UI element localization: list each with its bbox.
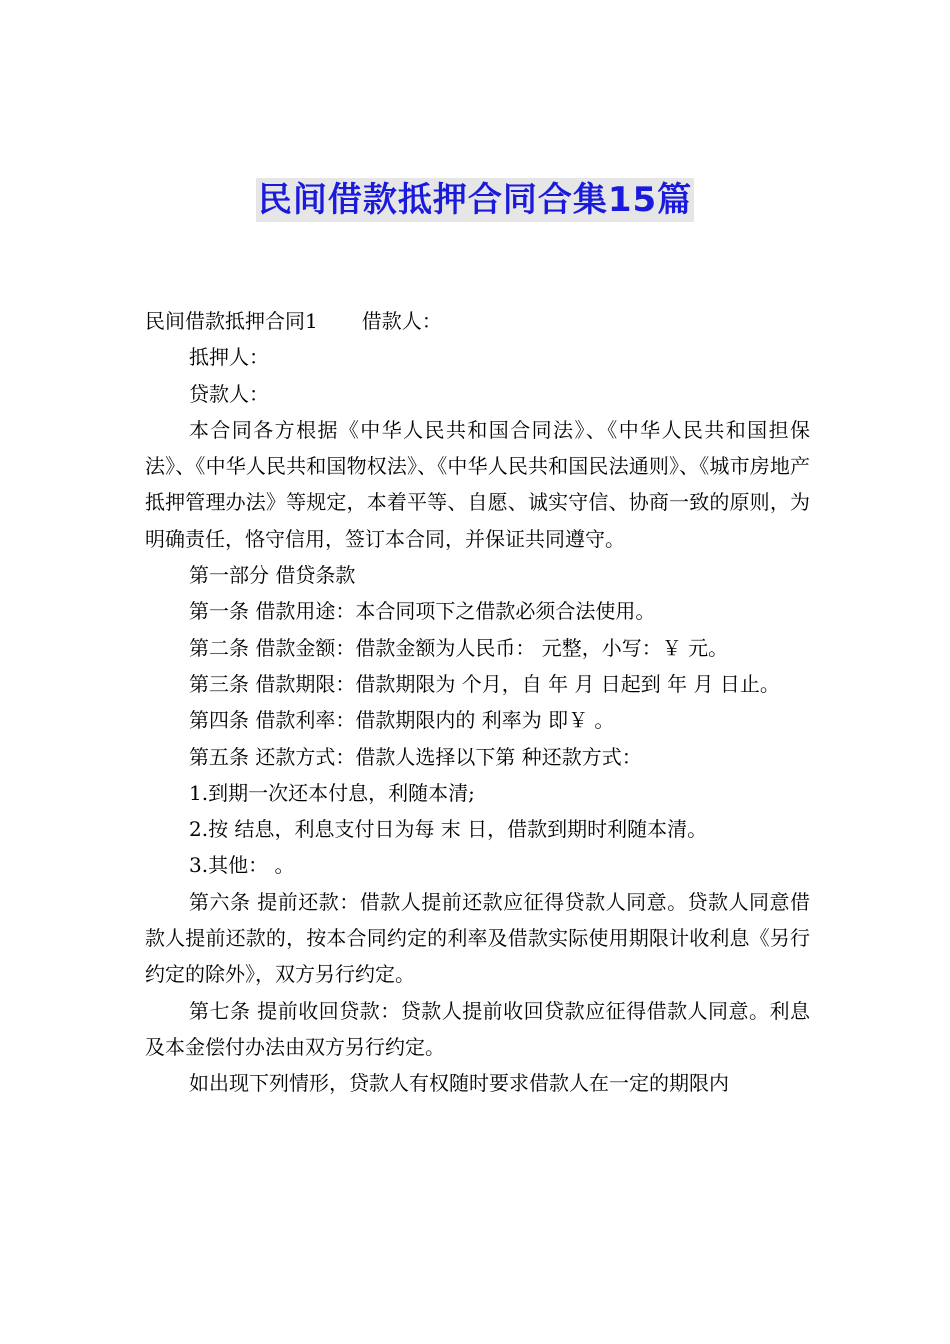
document-body — [145, 303, 810, 1102]
mortgagor-label: 抵押人： — [189, 345, 269, 370]
article-1: 第一条 借款用途：本合同项下之借款必须合法使用。 — [189, 599, 656, 624]
article-7: 第七条 提前收回贷款：贷款人提前收回贷款应征得借款人同意。利息及本金偿付办法由双方另行约定。 — [145, 998, 810, 1059]
document-title: 民间借款抵押合同合集15篇 — [257, 180, 693, 220]
repayment-option-3: 3.其他： 。 — [189, 853, 295, 878]
article-3: 第三条 借款期限：借款期限为 个月，自 年 月 日起到 年 月 日止。 — [189, 671, 780, 696]
article-2: 第二条 借款金额：借款金额为人民币： 元整，小写：￥ 元。 — [189, 635, 729, 660]
repayment-option-1: 1.到期一次还本付息，利随本清; — [189, 780, 475, 805]
contract-heading: 民间借款抵押合同1 — [145, 309, 318, 333]
article-5: 第五条 还款方式：借款人选择以下第 种还款方式： — [189, 744, 642, 769]
preamble-paragraph: 本合同各方根据《中华人民共和国合同法》、《中华人民共和国担保法》、《中华人民共和国物权法》、《中华人民共和国民法通则》、《城市房地产抵押管理办法》等规定，本着平等、自愿、诚实守信、协商一致的原则，为明确责任，恪守信用，签订本合同，并保证共同遵守。 — [145, 417, 810, 551]
part-one-heading: 第一部分 借贷条款 — [189, 563, 356, 588]
repayment-option-2: 2.按 结息，利息支付日为每 末 日，借款到期时利随本清。 — [189, 817, 708, 842]
lender-label: 贷款人： — [189, 381, 269, 406]
title-block — [0, 178, 950, 222]
article-6: 第六条 提前还款：借款人提前还款应征得贷款人同意。贷款人同意借款人提前还款的，按本合同约定的利率及借款实际使用期限计收利息《另行约定的除外》，双方另行约定。 — [145, 889, 810, 987]
article-4: 第四条 借款利率：借款期限内的 利率为 即￥ 。 — [189, 708, 615, 733]
borrower-label: 借款人： — [361, 309, 442, 333]
conditions-intro: 如出现下列情形，贷款人有权随时要求借款人在一定的期限内 — [189, 1071, 729, 1096]
contract-heading-line — [145, 303, 810, 339]
